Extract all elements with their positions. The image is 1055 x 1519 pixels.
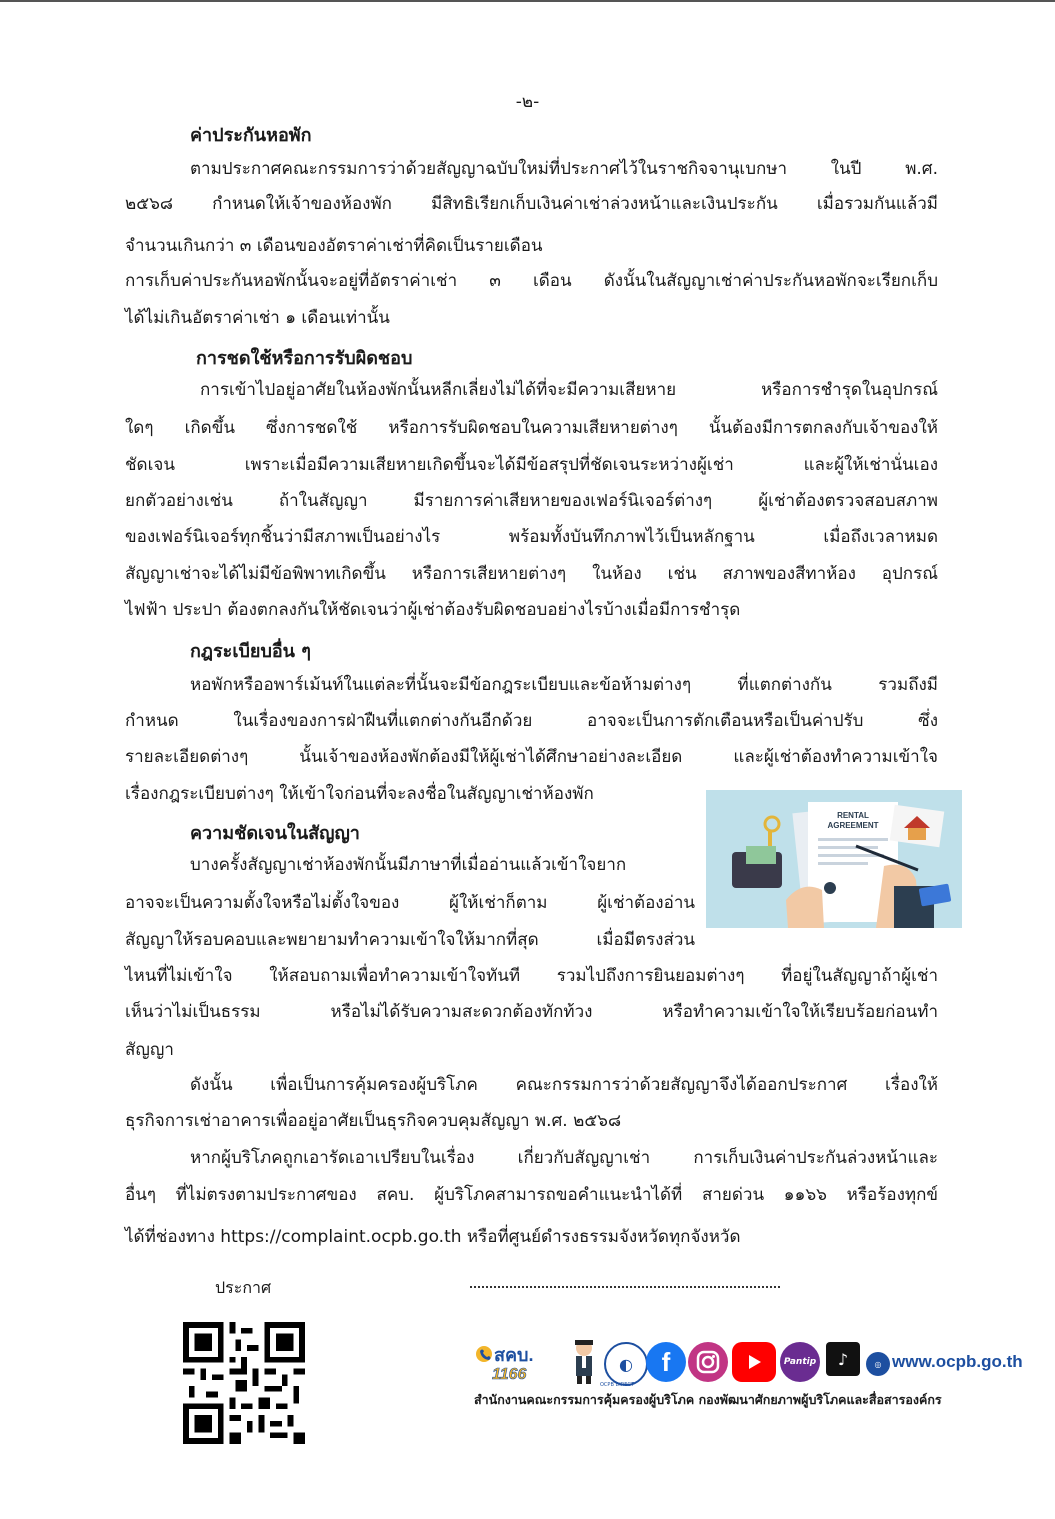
office-name: สำนักงานคณะกรรมการคุ้มครองผู้บริโภค กองพัฒนาศักยภาพผู้บริโภคและสื่อสารองค์กร: [474, 1392, 942, 1407]
compensation-line-5: ของเฟอร์นิเจอร์ทุกชิ้นว่ามีสภาพเป็นอย่างไร พร้อมทั้งบันทึกภาพไว้เป็นหลักฐาน เมื่อถึงเวลาหมด: [125, 527, 938, 547]
conclusion-line-2: ธุรกิจการเช่าอาคารเพื่ออยู่อาศัยเป็นธุรกิจควบคุมสัญญา พ.ศ. ๒๕๖๘: [125, 1111, 622, 1131]
instagram-icon[interactable]: [688, 1342, 728, 1382]
phone-icon: [476, 1346, 492, 1362]
heading-compensation: การชดใช้หรือการรับผิดชอบ: [196, 348, 413, 369]
svg-text:AGREEMENT: AGREEMENT: [827, 821, 879, 830]
compensation-line-2: ใดๆ เกิดขึ้น ซึ่งการชดใช้ หรือการรับผิดชอบในความเสียหายต่างๆ นั้นต้องมีการตกลงกับเจ้าของให้: [125, 418, 938, 438]
globe-icon: ◎: [866, 1352, 890, 1376]
ocpb-direct-logo: ◐: [604, 1342, 648, 1386]
deposit-line-5: ได้ไม่เกินอัตราค่าเช่า ๑ เดือนเท่านั้น: [125, 308, 390, 328]
compensation-line-6: สัญญาเช่าจะได้ไม่มีข้อพิพาทเกิดขึ้น หรือการเสียหายต่างๆ ในห้อง เช่น สภาพของสีทาห้อง อุปกรณ์: [125, 564, 938, 584]
rental-agreement-illustration: [706, 790, 962, 928]
seal-icon: [824, 882, 836, 894]
ocpb-direct-label: OCPB DIRECT: [600, 1382, 634, 1388]
qr-code: [183, 1322, 305, 1444]
conclusion-line-4: อื่นๆ ที่ไม่ตรงตามประกาศของ สคบ. ผู้บริโภคสามารถขอคำแนะนำได้ที่ สายด่วน ๑๑๖๖ หรือร้องทุกข์: [125, 1185, 938, 1205]
heading-rules: กฎระเบียบอื่น ๆ: [190, 641, 311, 662]
svg-text:1166: 1166: [492, 1366, 527, 1382]
conclusion-line-5: ได้ที่ช่องทาง https://complaint.ocpb.go.th หรือที่ศูนย์ดำรงธรรมจังหวัดทุกจังหวัด: [125, 1227, 741, 1247]
heading-deposit: ค่าประกันหอพัก: [190, 125, 312, 146]
deposit-line-1: ตามประกาศคณะกรรมการว่าด้วยสัญญาฉบับใหม่ที่ประกาศไว้ในราชกิจจานุเบกษา ในปี พ.ศ.: [190, 159, 938, 179]
rules-line-2: กำหนด ในเรื่องของการฝ่าฝืนที่แตกต่างกันอีกด้วย อาจจะเป็นการตักเตือนหรือเป็นค่าปรับ ซึ่ง: [125, 711, 938, 731]
rental-agreement-graphic: [706, 790, 962, 928]
clarity-line-5: เห็นว่าไม่เป็นธรรม หรือไม่ได้รับความสะดวกต้องทักท้วง หรือทำความเข้าใจให้เรียบร้อยก่อนทำ: [125, 1002, 938, 1022]
deposit-line-4: การเก็บค่าประกันหอพักนั้นจะอยู่ที่อัตราค่าเช่า ๓ เดือน ดังนั้นในสัญญาเช่าค่าประกันหอพักจะเรียกเก็บ: [125, 271, 938, 291]
facebook-icon[interactable]: f: [646, 1342, 686, 1382]
rules-line-4: เรื่องกฎระเบียบต่างๆ ให้เข้าใจก่อนที่จะลงชื่อในสัญญาเช่าห้องพัก: [125, 784, 594, 804]
page-number: -๒-: [515, 92, 540, 112]
mascot-icon: [568, 1338, 600, 1384]
rules-line-3: รายละเอียดต่างๆ นั้นเจ้าของห้องพักต้องมีให้ผู้เช่าได้ศึกษาอย่างละเอียด และผู้เช่าต้องทำความเข้าใจ: [125, 747, 938, 767]
svg-text:RENTAL: RENTAL: [837, 811, 869, 820]
pantip-icon[interactable]: Pantip: [780, 1342, 820, 1382]
social-logos-bar: [474, 1338, 1034, 1386]
tiktok-icon[interactable]: ♪: [826, 1342, 860, 1376]
tiktok-label: TikTok: [835, 1377, 851, 1383]
heading-clarity: ความชัดเจนในสัญญา: [190, 823, 360, 844]
top-border: [0, 0, 1055, 2]
ocpb-hotline-logo: [474, 1342, 566, 1382]
clarity-line-2: อาจจะเป็นความตั้งใจหรือไม่ตั้งใจของ ผู้ให้เช่าก็ตาม ผู้เช่าต้องอ่าน: [125, 893, 695, 913]
svg-text:สคบ.: สคบ.: [494, 1345, 534, 1365]
announce-label: ประกาศ: [215, 1278, 272, 1297]
clarity-line-6: สัญญา: [125, 1040, 174, 1060]
compensation-line-7: ไฟฟ้า ประปา ต้องตกลงกันให้ชัดเจนว่าผู้เช่าต้องรับผิดชอบอย่างไรบ้างเมื่อมีการชำรุด: [125, 600, 741, 620]
clarity-line-4: ไหนที่ไม่เข้าใจ ให้สอบถามเพื่อทำความเข้าใจทันที รวมไปถึงการยินยอมต่างๆ ที่อยู่ในสัญญาถ้าผู้เช่า: [125, 966, 938, 986]
compensation-line-4: ยกตัวอย่างเช่น ถ้าในสัญญา มีรายการค่าเสียหายของเฟอร์นิเจอร์ต่างๆ ผู้เช่าต้องตรวจสอบสภาพ: [125, 491, 938, 511]
conclusion-line-3: หากผู้บริโภคถูกเอารัดเอาเปรียบในเรื่อง เกี่ยวกับสัญญาเช่า การเก็บเงินค่าประกันล่วงหน้าและ: [190, 1148, 938, 1168]
conclusion-line-1: ดังนั้น เพื่อเป็นการคุ้มครองผู้บริโภค คณะกรรมการว่าด้วยสัญญาจึงได้ออกประกาศ เรื่องให้: [190, 1075, 938, 1095]
clarity-line-1: บางครั้งสัญญาเช่าห้องพักนั้นมีภาษาที่เมื่ออ่านแล้วเข้าใจยาก: [190, 855, 627, 875]
compensation-line-1: การเข้าไปอยู่อาศัยในห้องพักนั้นหลีกเลี่ยงไม่ได้ที่จะมีความเสียหาย หรือการชำรุดในอุปกรณ์: [200, 380, 938, 400]
compensation-line-3: ชัดเจน เพราะเมื่อมีความเสียหายเกิดขึ้นจะได้มีข้อสรุปที่ชัดเจนระหว่างผู้เช่า และผู้ให้เช่านั่นเอง: [125, 455, 938, 475]
deposit-line-2: ๒๕๖๘ กำหนดให้เจ้าของห้องพัก มีสิทธิเรียกเก็บเงินค่าเช่าล่วงหน้าและเงินประกัน เมื่อรวมกันแล้วมี: [125, 194, 938, 214]
clarity-line-3: สัญญาให้รอบคอบและพยายามทำความเข้าใจให้มากที่สุด เมื่อมีตรงส่วน: [125, 930, 695, 950]
deposit-line-3: จำนวนเกินกว่า ๓ เดือนของอัตราค่าเช่าที่คิดเป็นรายเดือน: [125, 236, 543, 256]
website-link[interactable]: www.ocpb.go.th: [892, 1352, 1023, 1371]
rules-line-1: หอพักหรืออพาร์เม้นท์ในแต่ละที่นั้นจะมีข้อกฎระเบียบและข้อห้ามต่างๆ ที่แตกต่างกัน รวมถึงมี: [190, 675, 938, 695]
signature-line: [470, 1286, 780, 1288]
youtube-icon[interactable]: [732, 1342, 776, 1382]
